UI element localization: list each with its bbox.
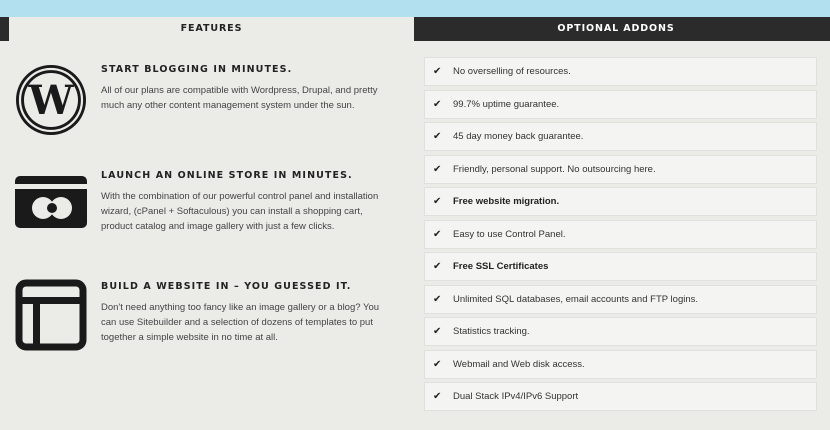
addon-item: ✔ 45 day money back guarantee. [424, 122, 817, 151]
check-icon: ✔ [433, 391, 442, 402]
layout-icon [15, 279, 87, 351]
addon-item: ✔ Free SSL Certificates [424, 252, 817, 281]
check-icon: ✔ [433, 66, 442, 77]
tab-optional-addons[interactable]: OPTIONAL ADDONS [414, 17, 830, 41]
tab-bar [0, 17, 830, 41]
addon-item: ✔ Dual Stack IPv4/IPv6 Support [424, 382, 817, 411]
feature-title: BUILD A WEBSITE IN – YOU GUESSED IT. [101, 281, 352, 292]
feature-title: START BLOGGING IN MINUTES. [101, 64, 293, 75]
check-icon: ✔ [433, 163, 442, 175]
top-color-bar [0, 0, 830, 17]
addon-item: ✔ Free website migration. [424, 187, 817, 216]
check-icon: ✔ [433, 196, 442, 207]
check-icon: ✔ [433, 358, 442, 370]
addon-item: ✔ No overselling of resources. [424, 57, 817, 86]
svg-text:W: W [28, 77, 74, 124]
check-icon: ✔ [433, 293, 442, 305]
addons-list [424, 57, 817, 415]
addon-item: ✔ 99.7% uptime guarantee. [424, 90, 817, 119]
card-icon [15, 172, 87, 244]
check-icon: ✔ [433, 98, 442, 110]
feature-description: All of our plans are compatible with Wordpress, Drupal, and pretty much any other content management system under the sun. [101, 85, 378, 111]
check-icon: ✔ [433, 131, 442, 142]
check-icon: ✔ [433, 261, 442, 272]
check-icon: ✔ [433, 326, 442, 337]
addon-item: ✔ Statistics tracking. [424, 317, 817, 346]
feature-description: With the combination of our powerful control panel and installation wizard, (cPanel + Softaculous) you can install a shopping cart, product catalog and image gallery with just a few clicks. [101, 191, 379, 232]
addon-item: ✔ Unlimited SQL databases, email accounts and FTP logins. [424, 285, 817, 314]
feature-description: Don't need anything too fancy like an image gallery or a blog? You can use Sitebuilder and a selection of dozens of templates to put together a simple website in no time at all. [101, 302, 380, 343]
wordpress-icon [15, 64, 87, 136]
feature-title: LAUNCH AN ONLINE STORE IN MINUTES. [101, 170, 353, 181]
check-icon: ✔ [433, 228, 442, 240]
tab-features[interactable]: FEATURES [0, 17, 414, 41]
addon-item: ✔ Webmail and Web disk access. [424, 350, 817, 379]
addon-item: ✔ Friendly, personal support. No outsourcing here. [424, 155, 817, 184]
addon-item: ✔ Easy to use Control Panel. [424, 220, 817, 249]
